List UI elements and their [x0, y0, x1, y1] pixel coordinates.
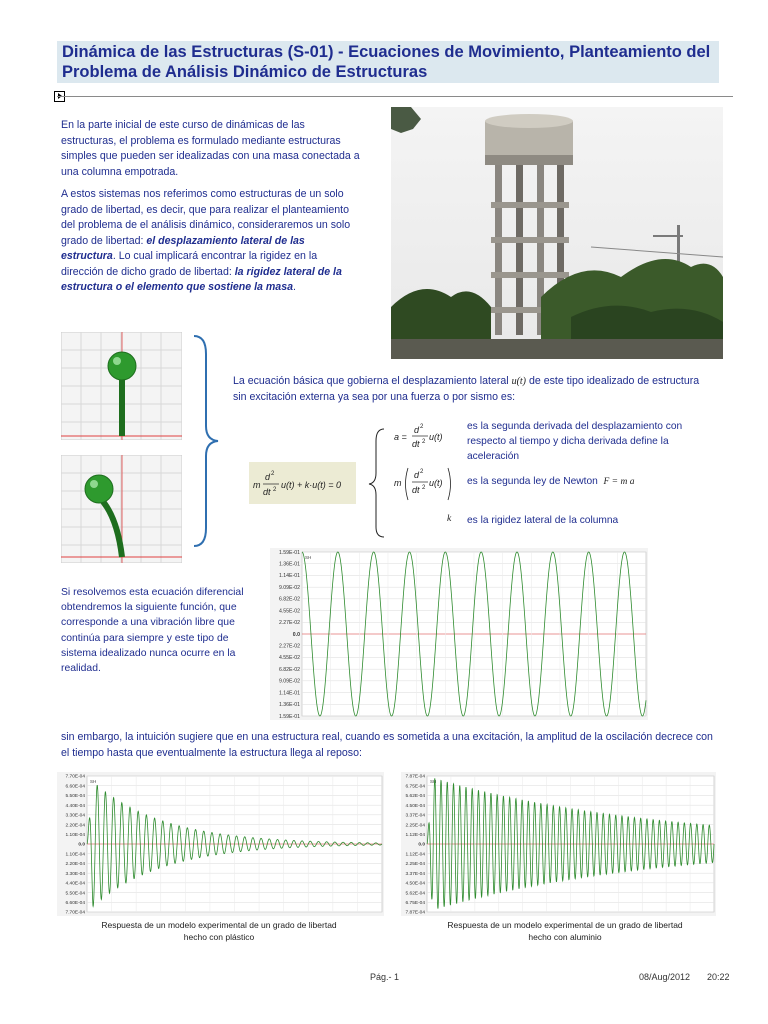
svg-text:u(t): u(t): [429, 432, 443, 442]
y-tick-label: 4.50E-04: [405, 803, 425, 809]
y-tick-label: 3.37E-04: [405, 871, 425, 877]
svg-text:u(t) + k·u(t) = 0: u(t) + k·u(t) = 0: [281, 480, 342, 490]
svg-text:d: d: [414, 425, 420, 435]
water-tower-photo: [391, 107, 723, 359]
aluminum-caption: Respuesta de un modelo experimental de un grado de libertad hecho con aluminio: [447, 920, 683, 942]
y-tick-label: 0.0: [78, 842, 85, 848]
y-tick-label: 2.20E-04: [65, 823, 85, 829]
newton-description: [467, 474, 717, 491]
svg-text:2: 2: [420, 469, 424, 475]
svg-text:m: m: [253, 480, 261, 490]
y-tick-label: 5.62E-04: [405, 794, 425, 800]
equation-intro-text: de este tipo idealizado de estructura sin excitación externa ya sea por una fuerza o por sismo es:: [233, 375, 700, 403]
legend-label: SH: [90, 779, 97, 784]
intro-emphasis: la rigidez lateral de la estructura o el elemento que sostiene la masa: [61, 265, 342, 293]
plastic-caption: Respuesta de un modelo experimental de un grado de libertad hecho con plástico: [101, 920, 337, 942]
y-tick-label: 4.55E-02: [278, 655, 300, 662]
y-tick-label: 7.87E-04: [405, 910, 425, 916]
y-tick-label: 2.27E-02: [278, 620, 300, 627]
y-tick-label: 9.09E-02: [278, 584, 300, 591]
y-tick-label: 7.70E-04: [65, 774, 85, 780]
newton-text: es la segunda ley de Newton: [467, 476, 598, 487]
svg-text:2: 2: [273, 487, 277, 493]
svg-text:m: m: [394, 478, 402, 488]
y-tick-label: 3.30E-04: [65, 871, 85, 877]
stiffness-description: es la rigidez lateral de la columna: [467, 515, 619, 526]
y-tick-label: 1.12E-04: [405, 832, 425, 838]
page-number: Pág.- 1: [370, 972, 400, 982]
y-tick-label: 4.40E-04: [65, 881, 85, 887]
footer-time: 20:22: [707, 972, 730, 982]
u-t-symbol: u(t): [511, 376, 527, 387]
intro-text: . Lo cual implicará encontrar la rigidez en la dirección de dicho grado de libertad:: [61, 250, 318, 278]
plastic-response-chart: [57, 772, 384, 916]
y-tick-label: 1.14E-01: [278, 690, 300, 697]
y-tick-label: 5.50E-04: [65, 794, 85, 800]
grouping-brace: [190, 334, 220, 548]
legend-label: SH: [430, 779, 437, 784]
y-tick-label: 6.82E-02: [278, 596, 300, 603]
equation-intro-text: La ecuación básica que gobierna el desplazamiento lateral: [233, 375, 512, 387]
y-tick-label: 0.0: [418, 842, 425, 848]
main-equation: [249, 462, 356, 504]
y-tick-label: 6.82E-02: [278, 666, 300, 673]
y-tick-label: 1.14E-01: [278, 573, 300, 580]
y-tick-label: 2.25E-04: [405, 823, 425, 829]
svg-text:dt: dt: [263, 487, 271, 497]
y-tick-label: 1.59E-01: [278, 713, 300, 720]
y-tick-label: 4.55E-02: [278, 608, 300, 615]
y-tick-label: 2.27E-02: [278, 643, 300, 650]
intro-paragraph-2: [61, 187, 361, 296]
intro-paragraph-1: En la parte inicial de este curso de dinámicas de las estructuras, el problema es formulado mediante estructuras simples que pueden ser idealizadas con una masa conectada a una columna empotrada.: [61, 119, 360, 178]
y-tick-label: 5.62E-04: [405, 891, 425, 897]
svg-text:d: d: [265, 472, 271, 482]
definitions-brace: [366, 427, 388, 539]
free-vibration-text: Si resolvemos esta ecuación diferencial obtendremos la siguiente función, que corresponde a una vibración libre que continúa para siempre y este tipo de sistema idealizado nunca ocurre en la realidad.: [61, 587, 244, 675]
footer-date: 08/Aug/2012: [639, 972, 691, 982]
svg-text:dt: dt: [412, 485, 420, 495]
legend-label: SH: [305, 555, 312, 560]
main-equation-box: [249, 462, 356, 504]
intro-text: .: [292, 281, 296, 293]
y-tick-label: 1.10E-04: [65, 852, 85, 858]
y-tick-label: 1.59E-01: [278, 549, 300, 556]
acceleration-description: es la segunda derivada del desplazamiento con respecto al tiempo y dicha derivada define la aceleración: [467, 421, 683, 462]
y-tick-label: 4.50E-04: [405, 881, 425, 887]
y-tick-label: 5.50E-04: [65, 891, 85, 897]
newton-formula: [392, 464, 456, 504]
y-tick-label: 1.10E-04: [65, 832, 85, 838]
svg-text:2: 2: [422, 439, 426, 445]
y-tick-label: 6.60E-04: [65, 900, 85, 906]
y-tick-label: 7.70E-04: [65, 910, 85, 916]
intro-text: A estos sistemas nos referimos como estructuras de un solo grado de libertad, es decir, que para realizar el planteamiento del problema de el análisis dinámico, consideraremos un solo grado de libertad:: [61, 188, 351, 247]
equation-intro: [233, 374, 713, 405]
svg-text:2: 2: [271, 471, 275, 477]
svg-text:a =: a =: [394, 432, 407, 442]
newton-law-formula: F = m a: [603, 477, 635, 487]
divider: [57, 96, 733, 97]
y-tick-label: 0.0: [292, 631, 300, 638]
svg-text:2: 2: [420, 424, 424, 430]
aluminum-response-chart: [401, 772, 716, 916]
y-tick-label: 1.36E-01: [278, 702, 300, 709]
y-tick-label: 2.20E-04: [65, 862, 85, 868]
y-tick-label: 7.87E-04: [405, 774, 425, 780]
deflected-column-model: [61, 455, 182, 563]
y-tick-label: 6.75E-04: [405, 900, 425, 906]
free-vibration-chart: [270, 548, 648, 720]
y-tick-label: 3.30E-04: [65, 813, 85, 819]
y-tick-label: 6.60E-04: [65, 784, 85, 790]
page-title: Dinámica de las Estructuras (S-01) - Ecuaciones de Movimiento, Planteamiento del Problema de Análisis Dinámico de Estructuras: [62, 43, 711, 81]
damping-text: sin embargo, la intuición sugiere que en una estructura real, cuando es sometida a una excitación, la amplitud de la oscilación decrece con el tiempo hasta que eventualmente la estructura llega al reposo:: [61, 731, 713, 759]
title-banner: [57, 41, 719, 83]
y-tick-label: 2.25E-04: [405, 862, 425, 868]
intro-emphasis: el desplazamiento lateral de las estructura: [61, 234, 305, 262]
y-tick-label: 9.09E-02: [278, 678, 300, 685]
k-symbol: k: [447, 514, 452, 524]
svg-text:dt: dt: [412, 439, 420, 449]
acceleration-formula: [392, 422, 452, 454]
y-tick-label: 6.75E-04: [405, 784, 425, 790]
y-tick-label: 3.37E-04: [405, 813, 425, 819]
svg-text:2: 2: [422, 485, 426, 491]
svg-text:d: d: [414, 470, 420, 480]
y-tick-label: 1.12E-04: [405, 852, 425, 858]
y-tick-label: 1.36E-01: [278, 561, 300, 568]
y-tick-label: 4.40E-04: [65, 803, 85, 809]
svg-text:u(t): u(t): [429, 478, 443, 488]
rigid-column-model: [61, 332, 182, 440]
